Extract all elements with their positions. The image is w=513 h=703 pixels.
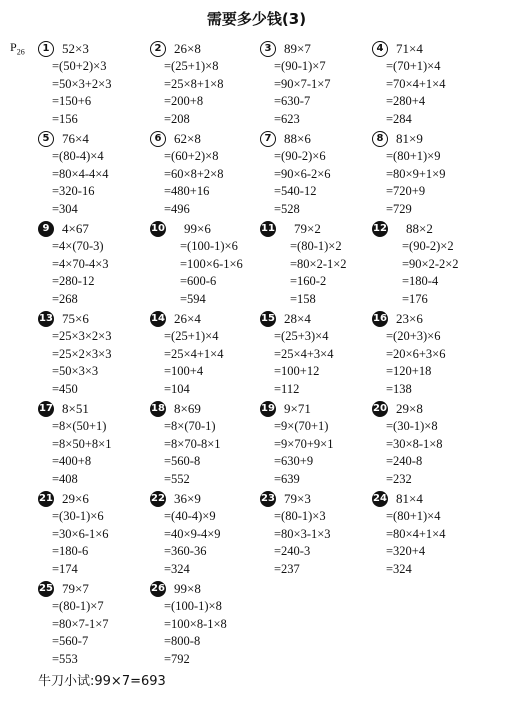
- solution-step: =324: [386, 561, 412, 576]
- problem-header: [38, 218, 156, 238]
- problem-number-badge: 3: [260, 41, 276, 57]
- solution-step: =600-6: [180, 274, 217, 288]
- problem-17: [38, 398, 156, 488]
- problem-number-badge: 26: [150, 581, 166, 597]
- problem-header: [260, 488, 378, 508]
- problem-header: [260, 38, 378, 58]
- problem-expression: 81×4: [396, 491, 423, 507]
- solution-step: =200+8: [164, 94, 204, 108]
- problem-number-badge: 7: [260, 131, 276, 147]
- solution-step: =4×(70-3): [52, 239, 104, 253]
- problem-18: [150, 398, 268, 488]
- solution-step: =(25+1)×8: [164, 59, 219, 73]
- solution-step: =560-8: [164, 454, 201, 468]
- problem-header: [372, 398, 490, 418]
- problem-header: [150, 308, 268, 328]
- solution-step: =800-8: [164, 634, 201, 648]
- solution-step: =560-7: [52, 634, 89, 648]
- solution-step: =630-7: [274, 94, 311, 108]
- problem-expression: 79×2: [294, 221, 321, 237]
- solution-step: =100+12: [274, 364, 320, 378]
- solution-step: =156: [52, 111, 78, 126]
- solution-step: =304: [52, 201, 78, 216]
- page-ref-number: 26: [16, 47, 25, 57]
- solution-step: =90×7-1×7: [274, 76, 331, 91]
- problem-1: [38, 38, 156, 128]
- problem-16: [372, 308, 490, 398]
- problem-header: [150, 578, 268, 598]
- solution-step: =180-6: [52, 544, 89, 558]
- solution-step: =80×3-1×3: [274, 526, 331, 541]
- problem-expression: 62×8: [174, 131, 201, 147]
- problem-number-badge: 11: [260, 221, 276, 237]
- problem-25: [38, 578, 156, 668]
- problem-number-badge: 18: [150, 401, 166, 417]
- solution-step: =100×6-1×6: [180, 256, 243, 271]
- problem-header: [38, 128, 156, 148]
- problem-expression: 29×6: [62, 491, 89, 507]
- problem-header: [38, 488, 156, 508]
- solution-step: =80×2-1×2: [290, 256, 347, 271]
- problem-expression: 52×3: [62, 41, 89, 57]
- solution-step: =138: [386, 381, 412, 396]
- problem-number-badge: 13: [38, 311, 54, 327]
- problem-expression: 28×4: [284, 311, 311, 327]
- problem-header: [38, 308, 156, 328]
- problem-7: [260, 128, 378, 218]
- problem-header: [38, 578, 156, 598]
- problem-header: [150, 398, 268, 418]
- solution-step: =90×2-2×2: [402, 256, 459, 271]
- problem-header: [372, 488, 490, 508]
- solution-step: =320-16: [52, 184, 95, 198]
- problem-21: [38, 488, 156, 578]
- problem-number-badge: 2: [150, 41, 166, 57]
- problem-header: [260, 128, 378, 148]
- solution-step: =8×(50+1): [52, 419, 107, 433]
- problem-number-badge: 12: [372, 221, 388, 237]
- problem-expression: 81×9: [396, 131, 423, 147]
- solution-step: =25×4+3×4: [274, 346, 334, 361]
- problem-header: [150, 488, 268, 508]
- problem-5: [38, 128, 156, 218]
- solution-step: =(90-2)×6: [274, 149, 326, 163]
- problem-number-badge: 8: [372, 131, 388, 147]
- problem-13: [38, 308, 156, 398]
- problem-header: [260, 308, 378, 328]
- problem-19: [260, 398, 378, 488]
- solution-step: =9×70+9×1: [274, 436, 334, 451]
- solution-step: =176: [402, 291, 428, 306]
- solution-step: =208: [164, 111, 190, 126]
- solution-step: =(30-1)×6: [52, 509, 104, 523]
- solution-step: =630+9: [274, 454, 314, 468]
- solution-step: =40×9-4×9: [164, 526, 221, 541]
- problem-number-badge: 24: [372, 491, 388, 507]
- solution-step: =25×8+1×8: [164, 76, 224, 91]
- problem-8: [372, 128, 490, 218]
- solution-step: =60×8+2×8: [164, 166, 224, 181]
- problem-header: [372, 218, 490, 238]
- solution-step: =528: [274, 201, 300, 216]
- problem-number-badge: 22: [150, 491, 166, 507]
- problem-expression: 88×6: [284, 131, 311, 147]
- solution-step: =80×7-1×7: [52, 616, 109, 631]
- solution-step: =(25+3)×4: [274, 329, 329, 343]
- solution-step: =324: [164, 561, 190, 576]
- solution-step: =30×6-1×6: [52, 526, 109, 541]
- problem-header: [38, 398, 156, 418]
- solution-step: =8×50+8×1: [52, 436, 112, 451]
- solution-step: =70×4+1×4: [386, 76, 446, 91]
- solution-step: =100+4: [164, 364, 204, 378]
- solution-step: =(80-1)×7: [52, 599, 104, 613]
- solution-step: =480+16: [164, 184, 210, 198]
- problem-expression: 26×4: [174, 311, 201, 327]
- solution-step: =104: [164, 381, 190, 396]
- solution-step: =553: [52, 651, 78, 666]
- problem-expression: 9×71: [284, 401, 311, 417]
- problem-12: [372, 218, 490, 308]
- problem-number-badge: 1: [38, 41, 54, 57]
- problem-number-badge: 25: [38, 581, 54, 597]
- page-ref-letter: P: [10, 40, 17, 54]
- solution-step: =552: [164, 471, 190, 486]
- solution-step: =(40-4)×9: [164, 509, 216, 523]
- problem-10: [150, 218, 268, 308]
- problem-number-badge: 16: [372, 311, 388, 327]
- problem-header: [150, 128, 268, 148]
- problem-expression: 36×9: [174, 491, 201, 507]
- problem-expression: 75×6: [62, 311, 89, 327]
- solution-step: =9×(70+1): [274, 419, 329, 433]
- solution-step: =729: [386, 201, 412, 216]
- problem-expression: 71×4: [396, 41, 423, 57]
- solution-step: =30×8-1×8: [386, 436, 443, 451]
- solution-step: =284: [386, 111, 412, 126]
- problem-expression: 76×4: [62, 131, 89, 147]
- problem-expression: 23×6: [396, 311, 423, 327]
- solution-step: =623: [274, 111, 300, 126]
- solution-step: =50×3+2×3: [52, 76, 112, 91]
- problem-number-badge: 5: [38, 131, 54, 147]
- problem-11: [260, 218, 378, 308]
- solution-step: =(80+1)×4: [386, 509, 441, 523]
- solution-step: =639: [274, 471, 300, 486]
- problem-number-badge: 6: [150, 131, 166, 147]
- problem-number-badge: 21: [38, 491, 54, 507]
- problem-24: [372, 488, 490, 578]
- problem-header: [372, 308, 490, 328]
- problem-header: [260, 218, 378, 238]
- solution-step: =240-3: [274, 544, 311, 558]
- problem-expression: 8×69: [174, 401, 201, 417]
- solution-step: =496: [164, 201, 190, 216]
- problem-header: [260, 398, 378, 418]
- solution-step: =120+18: [386, 364, 432, 378]
- page-title: 需要多少钱(3): [206, 10, 307, 28]
- solution-step: =112: [274, 381, 300, 396]
- problem-26: [150, 578, 268, 668]
- solution-step: =(60+2)×8: [164, 149, 219, 163]
- problem-2: [150, 38, 268, 128]
- problem-header: [38, 38, 156, 58]
- solution-step: =232: [386, 471, 412, 486]
- problem-number-badge: 14: [150, 311, 166, 327]
- solution-step: =(90-2)×2: [402, 239, 454, 253]
- solution-step: =(50+2)×3: [52, 59, 107, 73]
- problem-number-badge: 9: [38, 221, 54, 237]
- solution-step: =360-36: [164, 544, 207, 558]
- solution-step: =450: [52, 381, 78, 396]
- problem-9: [38, 218, 156, 308]
- problem-expression: 29×8: [396, 401, 423, 417]
- problem-header: [372, 128, 490, 148]
- solution-step: =268: [52, 291, 78, 306]
- problem-expression: 88×2: [406, 221, 433, 237]
- problem-expression: 89×7: [284, 41, 311, 57]
- solution-step: =25×2×3×3: [52, 346, 112, 361]
- problem-number-badge: 19: [260, 401, 276, 417]
- problem-header: [372, 38, 490, 58]
- solution-step: =320+4: [386, 544, 426, 558]
- problem-expression: 8×51: [62, 401, 89, 417]
- solution-step: =(30-1)×8: [386, 419, 438, 433]
- solution-step: =540-12: [274, 184, 317, 198]
- solution-step: =180-4: [402, 274, 439, 288]
- solution-step: =158: [290, 291, 316, 306]
- solution-step: =594: [180, 291, 206, 306]
- problem-header: [150, 38, 268, 58]
- problem-header: [150, 218, 268, 238]
- problem-number-badge: 15: [260, 311, 276, 327]
- solution-step: =8×70-8×1: [164, 436, 221, 451]
- solution-step: =80×9+1×9: [386, 166, 446, 181]
- solution-step: =80×4-4×4: [52, 166, 109, 181]
- solution-step: =20×6+3×6: [386, 346, 446, 361]
- practice-answer: 牛刀小试:99×7=693: [38, 674, 166, 689]
- problem-expression: 99×6: [184, 221, 211, 237]
- problem-15: [260, 308, 378, 398]
- solution-step: =237: [274, 561, 300, 576]
- problem-20: [372, 398, 490, 488]
- page-reference: [10, 40, 25, 56]
- solution-step: =(100-1)×8: [164, 599, 222, 613]
- solution-step: =(20+3)×6: [386, 329, 441, 343]
- solution-step: =(80-4)×4: [52, 149, 104, 163]
- problem-number-badge: 4: [372, 41, 388, 57]
- solution-step: =150+6: [52, 94, 92, 108]
- solution-step: =4×70-4×3: [52, 256, 109, 271]
- solution-step: =90×6-2×6: [274, 166, 331, 181]
- solution-step: =(25+1)×4: [164, 329, 219, 343]
- solution-step: =25×3×2×3: [52, 329, 112, 343]
- solution-step: =280+4: [386, 94, 426, 108]
- solution-step: =(80+1)×9: [386, 149, 441, 163]
- solution-step: =25×4+1×4: [164, 346, 224, 361]
- problem-23: [260, 488, 378, 578]
- solution-step: =50×3×3: [52, 364, 99, 378]
- problem-expression: 99×8: [174, 581, 201, 597]
- solution-step: =(90-1)×7: [274, 59, 326, 73]
- solution-step: =8×(70-1): [164, 419, 216, 433]
- problem-number-badge: 17: [38, 401, 54, 417]
- problem-expression: 79×7: [62, 581, 89, 597]
- solution-step: =240-8: [386, 454, 423, 468]
- problem-number-badge: 10: [150, 221, 166, 237]
- solution-step: =(70+1)×4: [386, 59, 441, 73]
- solution-step: =(80-1)×3: [274, 509, 326, 523]
- problem-expression: 79×3: [284, 491, 311, 507]
- problem-number-badge: 20: [372, 401, 388, 417]
- solution-step: =80×4+1×4: [386, 526, 446, 541]
- solution-step: =720+9: [386, 184, 426, 198]
- problem-6: [150, 128, 268, 218]
- problem-expression: 26×8: [174, 41, 201, 57]
- solution-step: =100×8-1×8: [164, 616, 227, 631]
- solution-step: =174: [52, 561, 78, 576]
- solution-step: =160-2: [290, 274, 327, 288]
- solution-step: =408: [52, 471, 78, 486]
- solution-step: =792: [164, 651, 190, 666]
- problem-3: [260, 38, 378, 128]
- problem-number-badge: 23: [260, 491, 276, 507]
- solution-step: =(80-1)×2: [290, 239, 342, 253]
- problem-22: [150, 488, 268, 578]
- problem-14: [150, 308, 268, 398]
- solution-step: =(100-1)×6: [180, 239, 238, 253]
- problem-expression: 4×67: [62, 221, 89, 237]
- solution-step: =400+8: [52, 454, 92, 468]
- problem-4: [372, 38, 490, 128]
- solution-step: =280-12: [52, 274, 95, 288]
